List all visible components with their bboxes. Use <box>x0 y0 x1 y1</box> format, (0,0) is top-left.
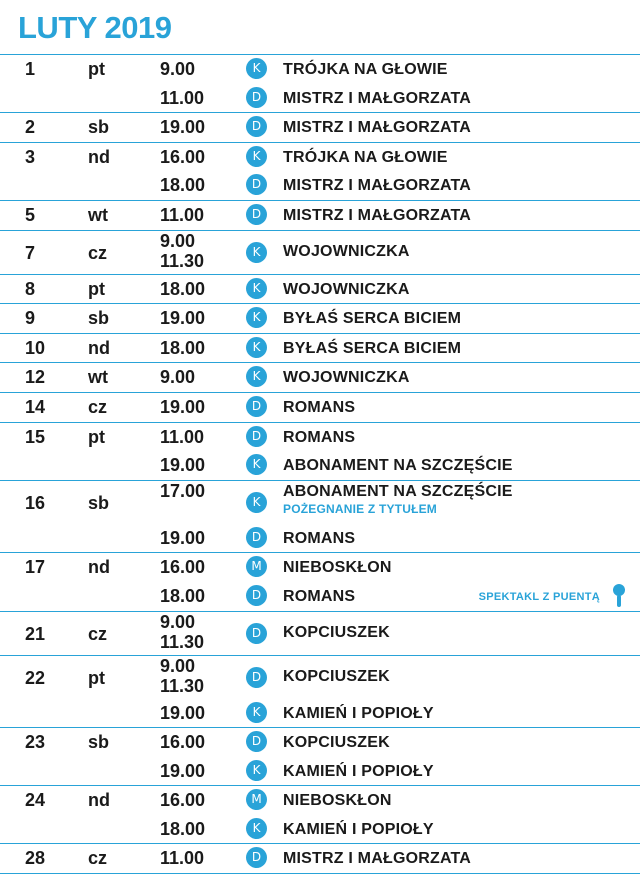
play-title: KAMIEŃ I POPIOŁY <box>283 704 434 722</box>
play-title: MISTRZ I MAŁGORZATA <box>283 89 472 107</box>
show-row <box>0 275 640 304</box>
venue-badge-icon: D <box>246 847 267 868</box>
show-row <box>0 844 640 873</box>
pin-icon <box>612 584 626 610</box>
weekday: cz <box>88 848 108 869</box>
day-group <box>0 727 640 785</box>
venue-badge-icon: K <box>246 58 267 79</box>
show-time: 9.00 <box>160 367 196 388</box>
day-group <box>0 112 640 142</box>
show-time: 16.00 <box>160 557 206 578</box>
show-time: 11.00 <box>160 848 205 869</box>
show-row <box>0 113 640 142</box>
show-row <box>0 699 640 728</box>
show-row <box>0 334 640 363</box>
weekday: nd <box>88 146 110 167</box>
show-time: 9.00 11.30 <box>160 655 205 697</box>
show-row <box>0 171 640 200</box>
day-group <box>0 303 640 333</box>
weekday: sb <box>88 308 110 329</box>
play-title: ROMANS <box>283 587 356 605</box>
show-time: 16.00 <box>160 790 206 811</box>
show-row <box>0 451 640 480</box>
show-time: 19.00 <box>160 527 206 548</box>
day-group <box>0 552 640 610</box>
play-title: MISTRZ I MAŁGORZATA <box>283 206 472 224</box>
day-group <box>0 142 640 200</box>
play-title: ROMANS <box>283 529 356 547</box>
day-number: 17 <box>25 557 46 578</box>
weekday: pt <box>88 667 105 688</box>
day-group <box>0 611 640 655</box>
day-number: 15 <box>25 426 46 447</box>
show-time: 11.00 <box>160 87 205 108</box>
show-time: 19.00 <box>160 396 206 417</box>
weekday: wt <box>88 367 108 388</box>
show-time: 19.00 <box>160 117 206 138</box>
play-title: ROMANS <box>283 428 356 446</box>
show-time: 11.00 <box>160 204 205 225</box>
venue-badge-icon: K <box>246 492 267 513</box>
play-title: KAMIEŃ I POPIOŁY <box>283 762 434 780</box>
show-time: 18.00 <box>160 278 206 299</box>
venue-badge-icon: K <box>246 702 267 723</box>
venue-badge-icon: D <box>246 623 267 644</box>
venue-badge-icon: D <box>246 585 267 606</box>
play-title: WOJOWNICZKA <box>283 369 410 387</box>
venue-badge-icon: D <box>246 204 267 225</box>
show-row <box>0 553 640 582</box>
play-title: MISTRZ I MAŁGORZATA <box>283 119 472 137</box>
weekday: nd <box>88 790 110 811</box>
venue-badge-icon: K <box>246 454 267 475</box>
show-time: 16.00 <box>160 732 206 753</box>
play-title: NIEBOSKŁON <box>283 559 392 577</box>
venue-badge-icon: D <box>246 731 267 752</box>
weekday: nd <box>88 557 110 578</box>
show-row <box>0 656 640 699</box>
play-title: TRÓJKA NA GŁOWIE <box>283 61 448 78</box>
day-number: 16 <box>25 492 46 513</box>
day-group <box>0 480 640 553</box>
day-number: 2 <box>25 117 36 138</box>
show-time: 19.00 <box>160 702 206 723</box>
weekday: sb <box>88 732 110 753</box>
venue-badge-icon: K <box>246 818 267 839</box>
venue-badge-icon: D <box>246 174 267 195</box>
day-group <box>0 230 640 274</box>
venue-badge-icon: K <box>246 307 267 328</box>
play-title: MISTRZ I MAŁGORZATA <box>283 850 472 868</box>
play-title: WOJOWNICZKA <box>283 280 410 298</box>
day-number: 23 <box>25 732 46 753</box>
show-row <box>0 786 640 815</box>
venue-badge-icon: K <box>246 337 267 358</box>
weekday: cz <box>88 396 108 417</box>
day-number: 5 <box>25 204 36 225</box>
show-time: 18.00 <box>160 818 206 839</box>
day-number: 22 <box>25 667 46 688</box>
performance-note: SPEKTAKL Z PUENTĄ <box>478 590 600 603</box>
show-row <box>0 524 640 553</box>
show-row <box>0 582 640 611</box>
show-row <box>0 304 640 333</box>
show-row <box>0 55 640 84</box>
weekday: pt <box>88 278 105 299</box>
day-group <box>0 785 640 843</box>
weekday: sb <box>88 492 110 513</box>
play-subtitle: POŻEGNANIE Z TYTUŁEM <box>283 501 437 516</box>
play-title: MISTRZ I MAŁGORZATA <box>283 177 472 195</box>
show-time: 9.00 11.30 <box>160 611 205 653</box>
play-title: ROMANS <box>283 398 356 416</box>
day-number: 7 <box>25 242 36 263</box>
day-group <box>0 392 640 422</box>
show-row <box>0 757 640 786</box>
show-time: 18.00 <box>160 337 206 358</box>
weekday: cz <box>88 623 108 644</box>
show-time: 11.00 <box>160 426 205 447</box>
day-group <box>0 362 640 392</box>
show-row <box>0 84 640 113</box>
show-row <box>0 481 640 524</box>
show-row <box>0 143 640 172</box>
day-group <box>0 274 640 304</box>
venue-badge-icon: M <box>246 556 267 577</box>
day-group <box>0 843 640 873</box>
venue-badge-icon: D <box>246 426 267 447</box>
show-time: 17.00 <box>160 480 206 501</box>
venue-badge-icon: K <box>246 760 267 781</box>
show-time: 19.00 <box>160 455 206 476</box>
play-title: KOPCIUSZEK <box>283 623 390 641</box>
page-title: LUTY 2019 <box>18 10 172 45</box>
venue-badge-icon: D <box>246 667 267 688</box>
venue-badge-icon: K <box>246 242 267 263</box>
day-group <box>0 655 640 728</box>
show-time: 16.00 <box>160 146 206 167</box>
weekday: nd <box>88 337 110 358</box>
venue-badge-icon: M <box>246 789 267 810</box>
weekday: sb <box>88 117 110 138</box>
schedule-table <box>0 54 640 874</box>
play-title: NIEBOSKŁON <box>283 792 392 810</box>
day-number: 10 <box>25 337 46 358</box>
day-number: 3 <box>25 146 36 167</box>
play-title: BYŁAŚ SERCA BICIEM <box>283 310 462 328</box>
day-number: 9 <box>25 308 36 329</box>
venue-badge-icon: D <box>246 396 267 417</box>
day-group <box>0 200 640 230</box>
day-group <box>0 333 640 363</box>
day-number: 12 <box>25 367 46 388</box>
play-title: ABONAMENT NA SZCZĘŚCIE POŻEGNANIE Z TYTUŁEM <box>283 482 513 516</box>
show-time: 9.00 <box>160 59 196 79</box>
venue-badge-icon: K <box>246 278 267 299</box>
show-row <box>0 363 640 392</box>
weekday: cz <box>88 242 108 263</box>
venue-badge-icon: D <box>246 527 267 548</box>
venue-badge-icon: D <box>246 87 267 108</box>
day-number: 28 <box>25 848 46 869</box>
show-row <box>0 423 640 452</box>
play-title: WOJOWNICZKA <box>283 242 410 260</box>
play-title: KAMIEŃ I POPIOŁY <box>283 820 434 838</box>
day-number: 24 <box>25 790 46 811</box>
venue-badge-icon: D <box>246 116 267 137</box>
show-time: 19.00 <box>160 308 206 329</box>
show-time: 9.00 11.30 <box>160 230 205 272</box>
play-title: BYŁAŚ SERCA BICIEM <box>283 339 462 357</box>
show-row <box>0 231 640 274</box>
day-group <box>0 54 640 112</box>
show-time: 19.00 <box>160 760 206 781</box>
day-number: 14 <box>25 396 46 417</box>
show-row <box>0 728 640 757</box>
venue-badge-icon: K <box>246 366 267 387</box>
show-row <box>0 201 640 230</box>
show-time: 18.00 <box>160 585 206 606</box>
venue-badge-icon: K <box>246 146 267 167</box>
show-row <box>0 815 640 844</box>
show-row <box>0 393 640 422</box>
weekday: pt <box>88 426 105 447</box>
show-time: 18.00 <box>160 175 206 196</box>
play-title: ABONAMENT NA SZCZĘŚCIE <box>283 457 513 475</box>
day-number: 21 <box>25 623 46 644</box>
day-number: 1 <box>25 59 36 79</box>
play-title: KOPCIUSZEK <box>283 734 390 752</box>
play-title: KOPCIUSZEK <box>283 667 390 685</box>
day-number: 8 <box>25 278 36 299</box>
weekday: pt <box>88 59 105 79</box>
play-title: TRÓJKA NA GŁOWIE <box>283 148 448 166</box>
show-row <box>0 612 640 655</box>
day-group <box>0 422 640 480</box>
weekday: wt <box>88 204 108 225</box>
